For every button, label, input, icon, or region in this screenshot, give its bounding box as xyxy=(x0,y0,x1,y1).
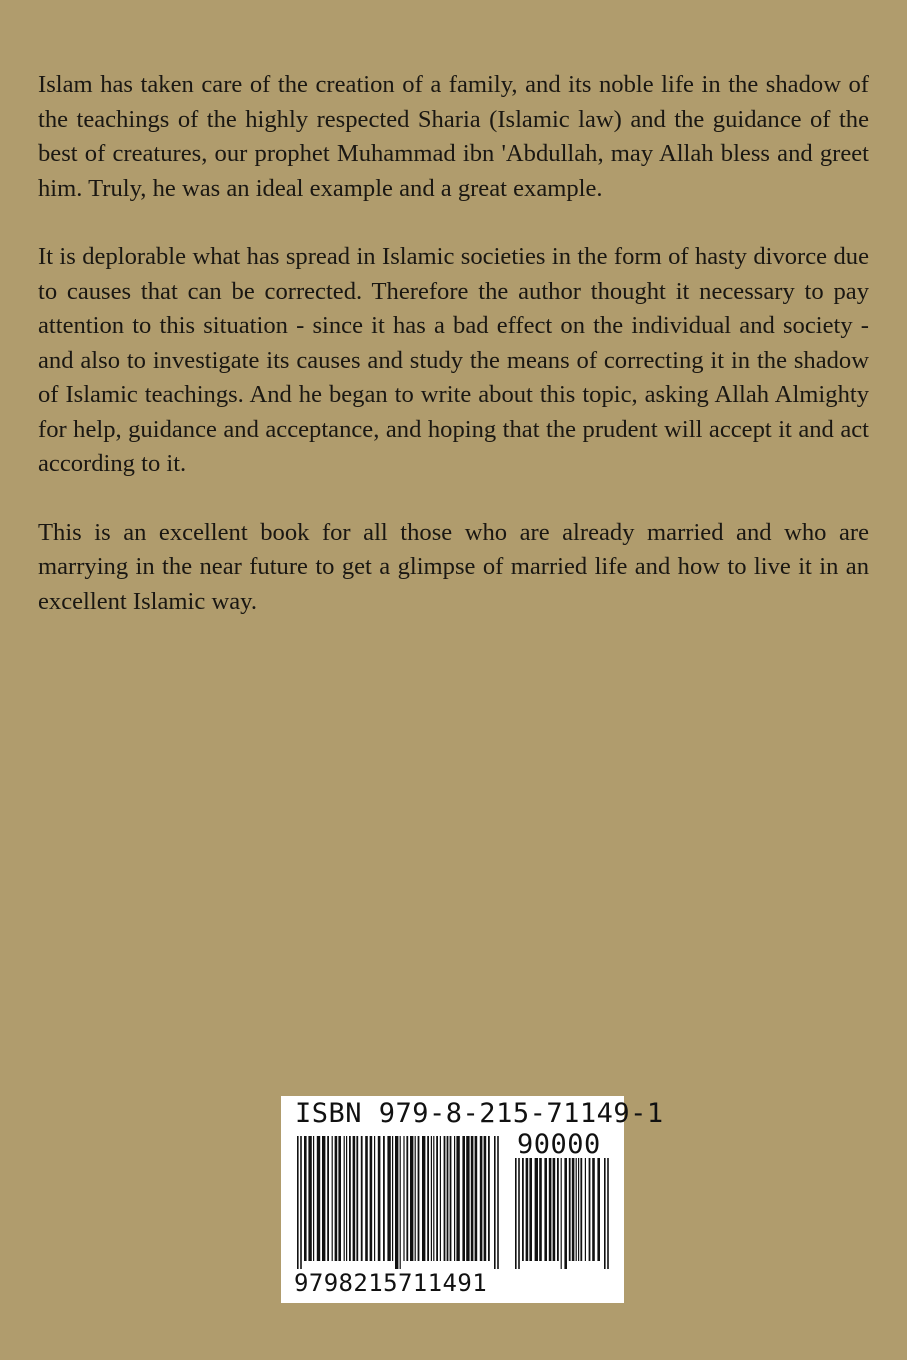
barcode-bar xyxy=(561,1158,562,1269)
blurb-text xyxy=(38,68,869,653)
barcode-bar xyxy=(454,1136,455,1261)
blurb-paragraph-3: This is an excellent book for all those who are already married and who are marrying in the near future to get a glimpse of married life and how to live it in an excellent Islamic way. xyxy=(38,518,869,615)
barcode-bar xyxy=(392,1136,393,1261)
barcode-bar xyxy=(578,1158,579,1261)
barcode-bar xyxy=(327,1136,329,1261)
barcode-bar xyxy=(370,1136,373,1261)
barcode-bar xyxy=(580,1158,582,1261)
barcode-bar xyxy=(356,1136,358,1261)
barcode-bar xyxy=(444,1136,446,1261)
barcode-bar xyxy=(515,1158,517,1269)
barcode-bar xyxy=(494,1136,496,1269)
barcode-bar xyxy=(557,1158,559,1261)
barcode-bar xyxy=(597,1158,600,1261)
barcode-bar xyxy=(488,1136,490,1261)
barcode-bar xyxy=(313,1136,314,1261)
barcode-bar xyxy=(585,1158,586,1261)
barcode-bar xyxy=(300,1136,302,1269)
barcode-bar xyxy=(549,1158,552,1261)
barcode-bar xyxy=(406,1136,408,1261)
barcode-bar xyxy=(374,1136,375,1261)
barcode-bar xyxy=(383,1136,385,1261)
barcode-bar xyxy=(466,1136,469,1261)
barcode-bar xyxy=(344,1136,345,1261)
barcode-bar xyxy=(529,1158,532,1261)
barcode-bar xyxy=(433,1136,434,1261)
barcode-bar xyxy=(431,1136,432,1261)
barcode-bar xyxy=(518,1158,520,1269)
barcode-bar xyxy=(484,1136,487,1261)
barcode-bar xyxy=(349,1136,351,1261)
barcode-bar xyxy=(365,1136,368,1261)
barcode-bar xyxy=(308,1136,311,1261)
barcode-bar xyxy=(422,1136,425,1261)
barcode-bar xyxy=(535,1158,538,1261)
barcode-bar xyxy=(361,1136,363,1261)
blurb-paragraph-2: It is deplorable what has spread in Islamic societies in the form of hasty divorce due to causes that can be corrected. Therefore the author thought it necessary to pay attention to this situation - since it has a bad effect on the individual and society - and also to investigate its causes and study the means of correcting it in the shadow of Islamic teachings. And he began to write about this topic, asking Allah Almighty for help, guidance and acceptance, and hoping that the prudent will accept it and act according to it. xyxy=(38,243,869,477)
barcode-bar xyxy=(497,1136,499,1269)
isbn-barcode xyxy=(281,1096,664,1303)
barcode-bar xyxy=(522,1158,524,1261)
barcode-bar xyxy=(526,1158,529,1261)
barcode-bar xyxy=(604,1158,606,1269)
barcode-bar xyxy=(592,1158,595,1261)
barcode-bar xyxy=(553,1158,556,1261)
barcode-bar xyxy=(450,1136,452,1261)
barcode-bar xyxy=(544,1158,547,1261)
barcode-digits: 9798215711491 xyxy=(294,1269,488,1297)
barcode-bar xyxy=(332,1136,333,1261)
barcode-bar xyxy=(353,1136,356,1261)
barcode-bar xyxy=(410,1136,413,1261)
barcode-bar xyxy=(335,1136,338,1261)
barcode-bar xyxy=(297,1136,299,1269)
barcode-bar xyxy=(462,1136,465,1261)
barcode-bar xyxy=(400,1136,401,1269)
barcode-bar xyxy=(564,1158,567,1269)
barcode-bar xyxy=(403,1136,404,1261)
barcode-bar xyxy=(576,1158,577,1261)
barcode-bar xyxy=(480,1136,483,1261)
barcode-bar xyxy=(569,1158,571,1261)
blurb-paragraph-1: Islam has taken care of the creation of a family, and its noble life in the shadow of the teachings of the highly respected Sharia (Islamic law) and the guidance of the best of creatures, our prophet Muhammad ibn 'Abdullah, may Allah bless and greet him. Truly, he was an ideal example and a great example. xyxy=(38,71,869,202)
isbn-label: ISBN 979-8-215-71149-1 xyxy=(295,1098,664,1129)
barcode-bar xyxy=(346,1136,347,1261)
barcode-bar xyxy=(378,1136,381,1261)
barcode-bar xyxy=(589,1158,591,1261)
barcode-bar xyxy=(475,1136,478,1261)
barcode-bar xyxy=(395,1136,398,1269)
barcode-bar xyxy=(440,1136,441,1261)
barcode-bar xyxy=(539,1158,542,1261)
barcode-bar xyxy=(304,1136,307,1261)
price-code: 90000 xyxy=(517,1129,601,1160)
barcode-bar xyxy=(317,1136,320,1261)
barcode-bar xyxy=(607,1158,609,1269)
barcode-bar xyxy=(338,1136,341,1261)
barcode-bar xyxy=(418,1136,420,1261)
barcode-bar xyxy=(387,1136,390,1261)
barcode-bar xyxy=(456,1136,459,1261)
barcode-bar xyxy=(471,1136,474,1261)
barcode-bar xyxy=(447,1136,449,1261)
barcode-bar xyxy=(572,1158,575,1261)
barcode-bar xyxy=(427,1136,429,1261)
barcode-bar xyxy=(322,1136,325,1261)
barcode-bar xyxy=(415,1136,416,1261)
barcode-bar xyxy=(436,1136,438,1261)
